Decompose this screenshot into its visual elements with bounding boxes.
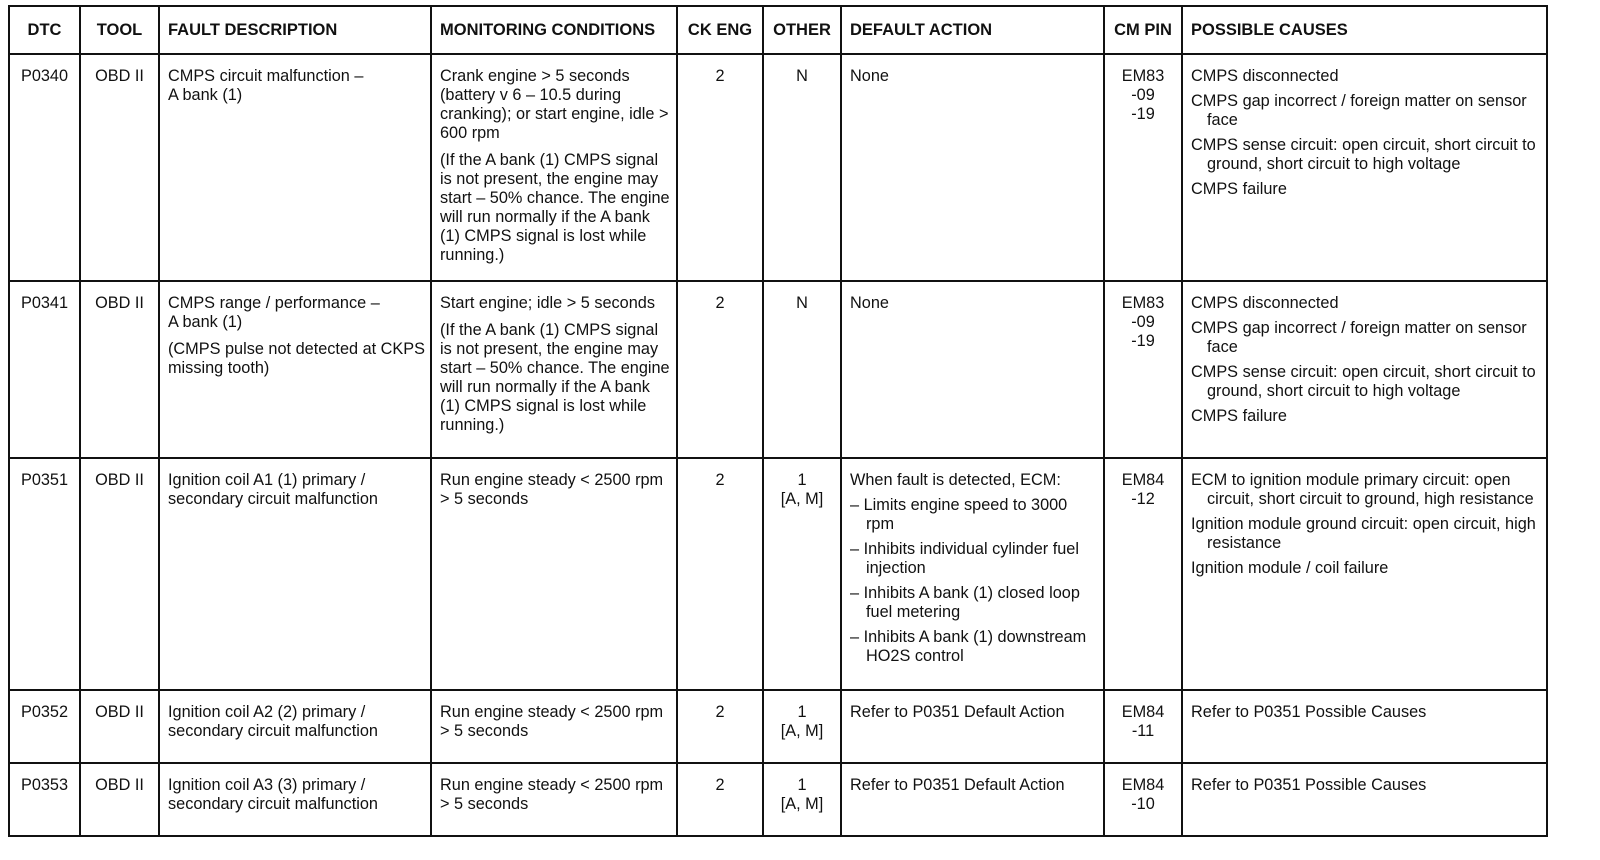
ckeng-cell: 2 — [677, 281, 763, 458]
possible-causes-cell — [1182, 763, 1547, 836]
monitoring-cell — [431, 458, 677, 690]
monitoring-cell — [431, 763, 677, 836]
tool-cell: OBD II — [80, 458, 159, 690]
cm-pin-line: -19 — [1131, 105, 1155, 123]
cm-pin-cell — [1104, 690, 1182, 763]
other-line: N — [796, 294, 808, 312]
fault-line: A bank (1) — [168, 86, 243, 104]
cm-pin-line: -09 — [1131, 86, 1155, 104]
monitoring-cell — [431, 281, 677, 458]
cause-item: Ignition module ground circuit: open circuit, high resistance — [1191, 515, 1536, 552]
default-action-cell — [841, 458, 1104, 690]
cm-pin-cell — [1104, 281, 1182, 458]
possible-causes-cell — [1182, 690, 1547, 763]
fault-line: secondary circuit malfunction — [168, 490, 378, 508]
cm-pin-line: EM84 — [1121, 703, 1165, 721]
other-cell — [763, 458, 841, 690]
cause-item: CMPS gap incorrect / foreign matter on sensor face — [1191, 92, 1527, 129]
default-action-intro: None — [850, 294, 889, 312]
table-row — [9, 763, 1547, 836]
cause-item: ECM to ignition module primary circuit: open circuit, short circuit to ground, high resistance — [1191, 471, 1534, 508]
other-line: 1 — [797, 703, 807, 721]
other-line: 1 — [797, 776, 807, 794]
dtc-cell: P0353 — [9, 763, 80, 836]
fault-cell — [159, 281, 431, 458]
fault-cell — [159, 763, 431, 836]
default-action-bullet: – Inhibits A bank (1) downstream HO2S control — [850, 628, 1087, 665]
monitoring-paragraph: Run engine steady < 2500 rpm > 5 seconds — [440, 776, 664, 813]
fault-line: CMPS circuit malfunction – — [168, 67, 364, 85]
monitoring-paragraph: Crank engine > 5 seconds (battery v 6 – 10.5 during cranking); or start engine, idle > 600 rpm — [440, 67, 669, 142]
default-action-bullet: – Inhibits A bank (1) closed loop fuel metering — [850, 584, 1080, 621]
cause-item: Ignition module / coil failure — [1191, 559, 1389, 577]
table-row — [9, 690, 1547, 763]
other-cell — [763, 690, 841, 763]
default-action-bullet: – Limits engine speed to 3000 rpm — [850, 496, 1068, 533]
fault-line: Ignition coil A2 (2) primary / — [168, 703, 366, 721]
header-cm-pin: CM PIN — [1104, 6, 1182, 54]
monitoring-paragraph: Run engine steady < 2500 rpm > 5 seconds — [440, 471, 664, 508]
cause-item: CMPS failure — [1191, 407, 1287, 425]
other-line: [A, M] — [780, 490, 824, 508]
table-row — [9, 281, 1547, 458]
header-other: OTHER — [763, 6, 841, 54]
monitoring-paragraph: (If the A bank (1) CMPS signal is not present, the engine may start – 50% chance. The engine will run normally if the A bank (1) CMPS signal is lost while running.) — [440, 151, 670, 264]
cm-pin-cell — [1104, 763, 1182, 836]
cm-pin-line: EM83 — [1121, 294, 1165, 312]
fault-line: A bank (1) — [168, 313, 243, 331]
default-action-cell — [841, 54, 1104, 281]
tool-cell: OBD II — [80, 281, 159, 458]
header-dtc: DTC — [9, 6, 80, 54]
ckeng-cell: 2 — [677, 763, 763, 836]
fault-cell — [159, 458, 431, 690]
dtc-table-container — [8, 5, 1546, 837]
table-row — [9, 54, 1547, 281]
header-monitoring-conditions: MONITORING CONDITIONS — [431, 6, 677, 54]
fault-cell — [159, 690, 431, 763]
default-action-intro: When fault is detected, ECM: — [850, 471, 1061, 489]
default-action-intro: Refer to P0351 Default Action — [850, 703, 1065, 721]
monitoring-paragraph: (If the A bank (1) CMPS signal is not present, the engine may start – 50% chance. The engine will run normally if the A bank (1) CMPS signal is lost while running.) — [440, 321, 670, 434]
possible-causes-cell — [1182, 54, 1547, 281]
cause-item: CMPS gap incorrect / foreign matter on sensor face — [1191, 319, 1527, 356]
header-fault-description: FAULT DESCRIPTION — [159, 6, 431, 54]
ckeng-cell: 2 — [677, 690, 763, 763]
other-line: [A, M] — [780, 795, 824, 813]
dtc-cell: P0352 — [9, 690, 80, 763]
fault-note: (CMPS pulse not detected at CKPS missing tooth) — [168, 340, 426, 377]
cause-item: CMPS sense circuit: open circuit, short circuit to ground, short circuit to high voltage — [1191, 363, 1536, 400]
cm-pin-line: -12 — [1131, 490, 1155, 508]
tool-cell: OBD II — [80, 54, 159, 281]
cm-pin-cell — [1104, 458, 1182, 690]
monitoring-paragraph: Run engine steady < 2500 rpm > 5 seconds — [440, 703, 664, 740]
fault-line: secondary circuit malfunction — [168, 795, 378, 813]
cm-pin-line: -10 — [1131, 795, 1155, 813]
other-cell — [763, 763, 841, 836]
ckeng-cell: 2 — [677, 54, 763, 281]
cm-pin-cell — [1104, 54, 1182, 281]
possible-causes-cell — [1182, 458, 1547, 690]
cm-pin-line: EM84 — [1121, 776, 1165, 794]
other-line: [A, M] — [780, 722, 824, 740]
monitoring-cell — [431, 690, 677, 763]
fault-line: secondary circuit malfunction — [168, 722, 378, 740]
default-action-intro: None — [850, 67, 889, 85]
tool-cell: OBD II — [80, 690, 159, 763]
default-action-bullet: – Inhibits individual cylinder fuel injection — [850, 540, 1079, 577]
possible-causes-cell — [1182, 281, 1547, 458]
fault-line: CMPS range / performance – — [168, 294, 380, 312]
cm-pin-line: -19 — [1131, 332, 1155, 350]
monitoring-paragraph: Start engine; idle > 5 seconds — [440, 294, 655, 312]
dtc-table — [8, 5, 1548, 837]
default-action-intro: Refer to P0351 Default Action — [850, 776, 1065, 794]
fault-cell — [159, 54, 431, 281]
default-action-cell — [841, 690, 1104, 763]
cm-pin-line: -11 — [1131, 722, 1155, 740]
fault-line: Ignition coil A3 (3) primary / — [168, 776, 366, 794]
other-line: 1 — [797, 471, 807, 489]
dtc-cell: P0341 — [9, 281, 80, 458]
tool-cell: OBD II — [80, 763, 159, 836]
cause-item: Refer to P0351 Possible Causes — [1191, 776, 1427, 794]
dtc-cell: P0340 — [9, 54, 80, 281]
header-possible-causes: POSSIBLE CAUSES — [1182, 6, 1547, 54]
ckeng-cell: 2 — [677, 458, 763, 690]
monitoring-cell — [431, 54, 677, 281]
cm-pin-line: -09 — [1131, 313, 1155, 331]
cm-pin-line: EM84 — [1121, 471, 1165, 489]
cm-pin-line: EM83 — [1121, 67, 1165, 85]
default-action-cell — [841, 281, 1104, 458]
other-cell — [763, 54, 841, 281]
fault-line: Ignition coil A1 (1) primary / — [168, 471, 366, 489]
header-default-action: DEFAULT ACTION — [841, 6, 1104, 54]
cause-item: CMPS disconnected — [1191, 67, 1339, 85]
other-line: N — [796, 67, 808, 85]
cause-item: CMPS sense circuit: open circuit, short circuit to ground, short circuit to high voltage — [1191, 136, 1536, 173]
cause-item: Refer to P0351 Possible Causes — [1191, 703, 1427, 721]
cause-item: CMPS disconnected — [1191, 294, 1339, 312]
table-row — [9, 458, 1547, 690]
default-action-cell — [841, 763, 1104, 836]
cause-item: CMPS failure — [1191, 180, 1287, 198]
header-tool: TOOL — [80, 6, 159, 54]
header-row — [9, 6, 1547, 54]
header-ck-eng: CK ENG — [677, 6, 763, 54]
other-cell — [763, 281, 841, 458]
dtc-cell: P0351 — [9, 458, 80, 690]
